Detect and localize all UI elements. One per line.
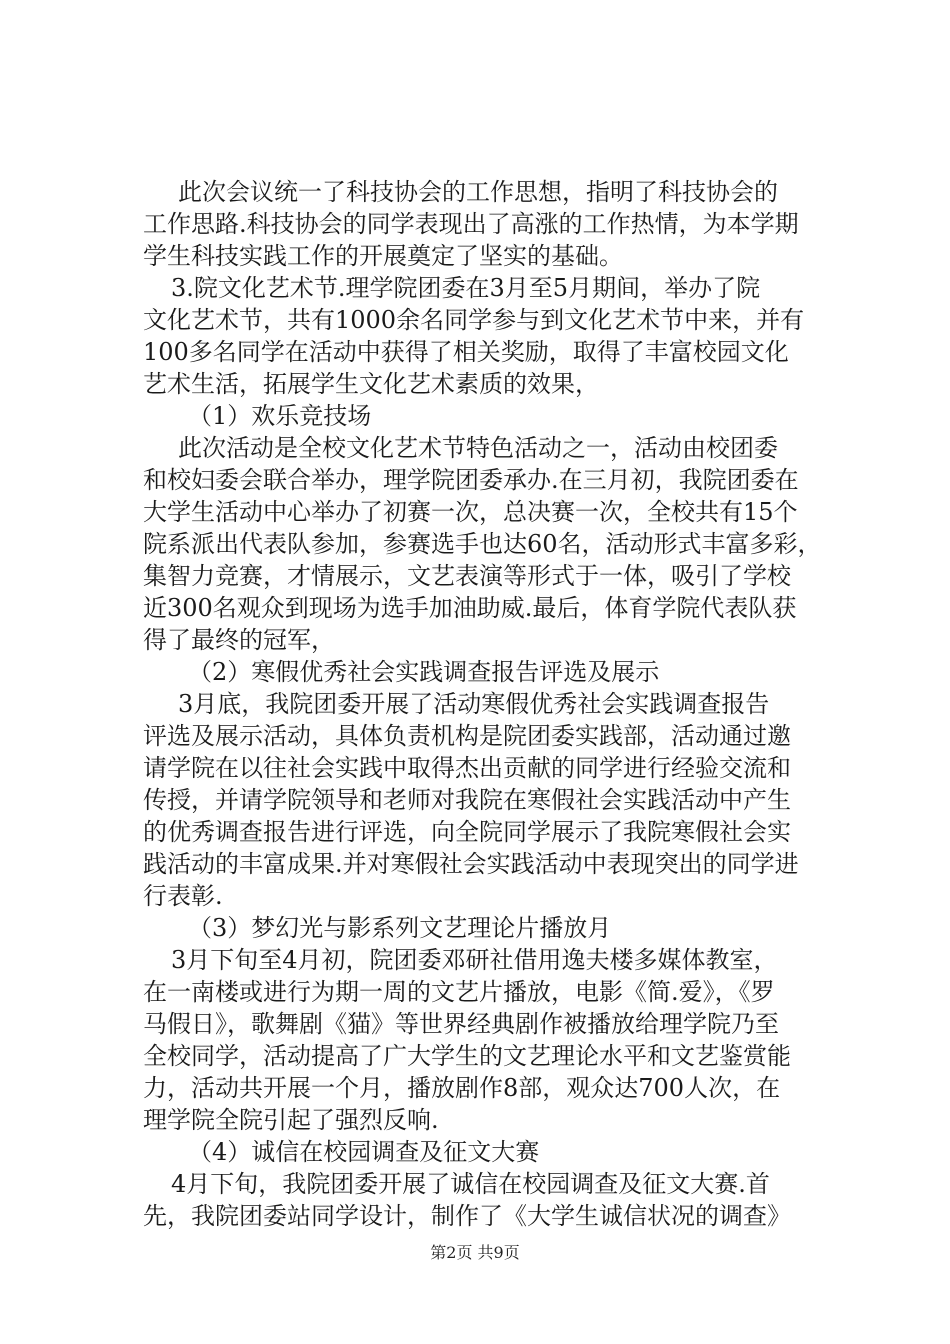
text-line: 大学生活动中心举办了初赛一次，总决赛一次，全校共有15个	[143, 498, 798, 526]
text-line: 此次会议统一了科技协会的工作思想，指明了科技协会的	[178, 178, 778, 206]
page-footer: 第2页 共9页	[430, 1243, 520, 1262]
text-line: 的优秀调查报告进行评选，向全院同学展示了我院寒假社会实	[143, 818, 791, 846]
text-line: 理学院全院引起了强烈反响.	[143, 1106, 439, 1134]
text-line: 院系派出代表队参加，参赛选手也达60名，活动形式丰富多彩，	[143, 530, 822, 558]
text-line: （3）梦幻光与影系列文艺理论片播放月	[188, 914, 612, 942]
text-line: 在一南楼或进行为期一周的文艺片播放，电影《简.爱》，《罗	[143, 978, 775, 1006]
text-line: 100多名同学在活动中获得了相关奖励，取得了丰富校园文化	[143, 338, 789, 366]
text-line: 此次活动是全校文化艺术节特色活动之一，活动由校团委	[178, 434, 778, 462]
text-line: 马假日》，歌舞剧《猫》等世界经典剧作被播放给理学院乃至	[143, 1010, 779, 1038]
text-line: 集智力竞赛，才情展示，文艺表演等形式于一体，吸引了学校	[143, 562, 791, 590]
text-line: 先，我院团委站同学设计，制作了《大学生诚信状况的调查》	[143, 1202, 791, 1230]
text-line: 全校同学，活动提高了广大学生的文艺理论水平和文艺鉴赏能	[143, 1042, 791, 1070]
text-line: 工作思路.科技协会的同学表现出了高涨的工作热情，为本学期	[143, 210, 799, 238]
text-line: 传授，并请学院领导和老师对我院在寒假社会实践活动中产生	[143, 786, 791, 814]
text-line: 近300名观众到现场为选手加油助威.最后，体育学院代表队获	[143, 594, 797, 622]
document-body	[143, 176, 833, 1232]
text-line: 力，活动共开展一个月，播放剧作8部，观众达700人次，在	[143, 1074, 781, 1102]
text-line: （2）寒假优秀社会实践调查报告评选及展示	[188, 658, 660, 686]
text-line: 请学院在以往社会实践中取得杰出贡献的同学进行经验交流和	[143, 754, 791, 782]
text-line: 3.院文化艺术节.理学院团委在3月至5月期间，举办了院	[171, 274, 761, 302]
text-line: 评选及展示活动，具体负责机构是院团委实践部，活动通过邀	[143, 722, 791, 750]
text-line: 得了最终的冠军，	[143, 626, 335, 654]
text-line: （1）欢乐竞技场	[188, 402, 372, 430]
text-line: 和校妇委会联合举办，理学院团委承办.在三月初，我院团委在	[143, 466, 799, 494]
text-line: （4）诚信在校园调查及征文大赛	[188, 1138, 540, 1166]
text-line: 践活动的丰富成果.并对寒假社会实践活动中表现突出的同学进	[143, 850, 799, 878]
text-line: 3月底，我院团委开展了活动寒假优秀社会实践调查报告	[178, 690, 770, 718]
text-line: 学生科技实践工作的开展奠定了坚实的基础。	[143, 242, 623, 270]
text-line: 行表彰.	[143, 882, 223, 910]
text-line: 艺术生活，拓展学生文化艺术素质的效果，	[143, 370, 599, 398]
text-line: 3月下旬至4月初，院团委邓研社借用逸夫楼多媒体教室，	[171, 946, 778, 974]
text-line: 4月下旬，我院团委开展了诚信在校园调查及征文大赛.首	[171, 1170, 770, 1198]
text-line: 文化艺术节，共有1000余名同学参与到文化艺术节中来，并有	[143, 306, 805, 334]
